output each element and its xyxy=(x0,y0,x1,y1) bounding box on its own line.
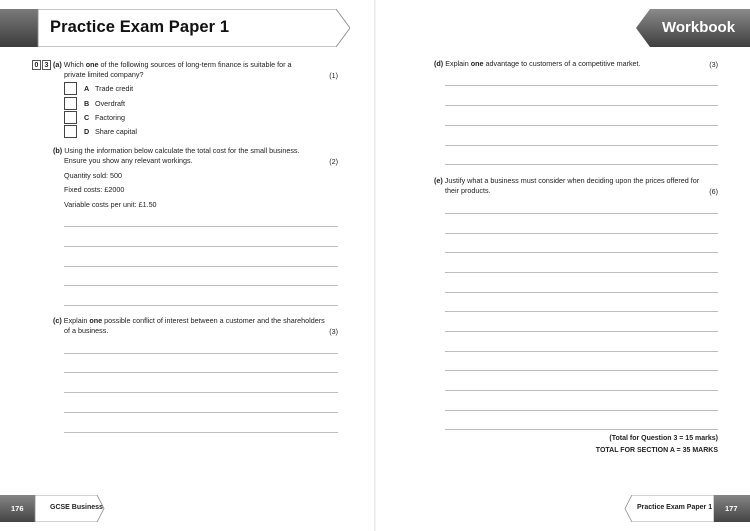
answer-line[interactable] xyxy=(64,372,338,373)
part-e-text-line2: their products. xyxy=(445,186,491,195)
answer-line[interactable] xyxy=(445,390,718,391)
part-a-label: (a) xyxy=(53,60,62,69)
answer-line[interactable] xyxy=(445,429,718,430)
answer-line[interactable] xyxy=(64,246,338,247)
part-d-text-pre: Explain xyxy=(445,59,471,68)
footer-right xyxy=(624,495,750,522)
question-total: (Total for Question 3 = 15 marks) xyxy=(609,435,718,442)
answer-line[interactable] xyxy=(445,311,718,312)
part-e-text-line1: Justify what a business must consider when deciding upon the prices offered for xyxy=(444,176,700,185)
answer-line[interactable] xyxy=(64,266,338,267)
question-number-digit: 0 xyxy=(32,60,41,70)
part-e-text xyxy=(434,176,699,186)
part-d-text xyxy=(434,59,641,69)
answer-line[interactable] xyxy=(445,410,718,411)
answer-line[interactable] xyxy=(445,164,718,165)
answer-line[interactable] xyxy=(445,292,718,293)
footer-left xyxy=(0,495,105,522)
title-banner xyxy=(0,9,350,47)
part-c-text-line2: of a business. xyxy=(64,326,109,335)
workbook-banner xyxy=(636,9,750,47)
question-number-digit: 3 xyxy=(42,60,51,70)
option-d-checkbox[interactable] xyxy=(64,125,77,138)
question-number xyxy=(32,60,51,70)
option-a[interactable] xyxy=(64,82,134,95)
footer-right-label: Practice Exam Paper 1 xyxy=(637,504,713,511)
answer-line[interactable] xyxy=(445,272,718,273)
answer-line[interactable] xyxy=(445,125,718,126)
option-letter: A xyxy=(84,84,90,93)
page-gutter xyxy=(374,0,376,531)
part-a-text-line2: private limited company? xyxy=(64,70,144,79)
part-e-marks: (6) xyxy=(709,187,718,196)
part-a-marks: (1) xyxy=(329,71,338,80)
option-label: Overdraft xyxy=(95,99,125,108)
part-c-label: (c) xyxy=(53,316,62,325)
info-quantity-sold: Quantity sold: 500 xyxy=(64,171,122,180)
part-a-text-pre: Which xyxy=(63,60,86,69)
part-c-text-bold: one xyxy=(89,316,103,325)
part-a-text xyxy=(53,60,308,70)
answer-line[interactable] xyxy=(64,305,338,306)
answer-line[interactable] xyxy=(445,370,718,371)
part-b-text-line1: Using the information below calculate the total cost for the small business. xyxy=(64,146,300,155)
part-b-text-line2: Ensure you show any relevant workings. xyxy=(64,156,193,165)
option-b-checkbox[interactable] xyxy=(64,97,77,110)
answer-line[interactable] xyxy=(445,145,718,146)
part-b-label: (b) xyxy=(53,146,63,155)
answer-line[interactable] xyxy=(445,105,718,106)
part-c-text-post: possible conflict of interest between a customer and the shareholders xyxy=(102,316,325,325)
option-label: Factoring xyxy=(95,113,125,122)
page-number-right: 177 xyxy=(725,504,738,513)
option-letter: D xyxy=(84,127,90,136)
footer-left-label: GCSE Business xyxy=(50,504,103,511)
section-total: TOTAL FOR SECTION A = 35 MARKS xyxy=(595,447,718,454)
part-a-text-post: of the following sources of long-term finance is suitable for a xyxy=(98,60,292,69)
answer-line[interactable] xyxy=(445,213,718,214)
page-number-left: 176 xyxy=(11,504,24,513)
answer-line[interactable] xyxy=(445,252,718,253)
option-c[interactable] xyxy=(64,111,125,124)
part-a-text-bold: one xyxy=(85,60,99,69)
option-label: Trade credit xyxy=(95,84,134,93)
part-c-text-pre: Explain xyxy=(63,316,90,325)
part-d-marks: (3) xyxy=(709,60,718,69)
answer-line[interactable] xyxy=(64,412,338,413)
part-d-label: (d) xyxy=(434,59,444,68)
answer-line[interactable] xyxy=(64,432,338,433)
answer-line[interactable] xyxy=(64,353,338,354)
part-c-marks: (3) xyxy=(329,327,338,336)
option-letter: B xyxy=(84,99,90,108)
option-b[interactable] xyxy=(64,97,125,110)
part-c-text xyxy=(53,316,325,326)
info-variable-costs: Variable costs per unit: £1.50 xyxy=(64,200,157,209)
answer-line[interactable] xyxy=(445,233,718,234)
option-letter: C xyxy=(84,113,90,122)
answer-line[interactable] xyxy=(445,351,718,352)
part-b-text xyxy=(53,146,300,156)
answer-line[interactable] xyxy=(445,331,718,332)
info-fixed-costs: Fixed costs: £2000 xyxy=(64,185,125,194)
page-title: Practice Exam Paper 1 xyxy=(50,18,230,36)
answer-line[interactable] xyxy=(64,392,338,393)
answer-line[interactable] xyxy=(64,285,338,286)
answer-line[interactable] xyxy=(64,226,338,227)
part-d-text-bold: one xyxy=(470,59,484,68)
option-label: Share capital xyxy=(95,127,137,136)
workbook-label: Workbook xyxy=(662,19,736,36)
part-b-marks: (2) xyxy=(329,157,338,166)
part-d-text-post: advantage to customers of a competitive market. xyxy=(483,59,641,68)
option-c-checkbox[interactable] xyxy=(64,111,77,124)
answer-line[interactable] xyxy=(445,85,718,86)
part-e-label: (e) xyxy=(434,176,443,185)
option-a-checkbox[interactable] xyxy=(64,82,77,95)
option-d[interactable] xyxy=(64,125,137,138)
